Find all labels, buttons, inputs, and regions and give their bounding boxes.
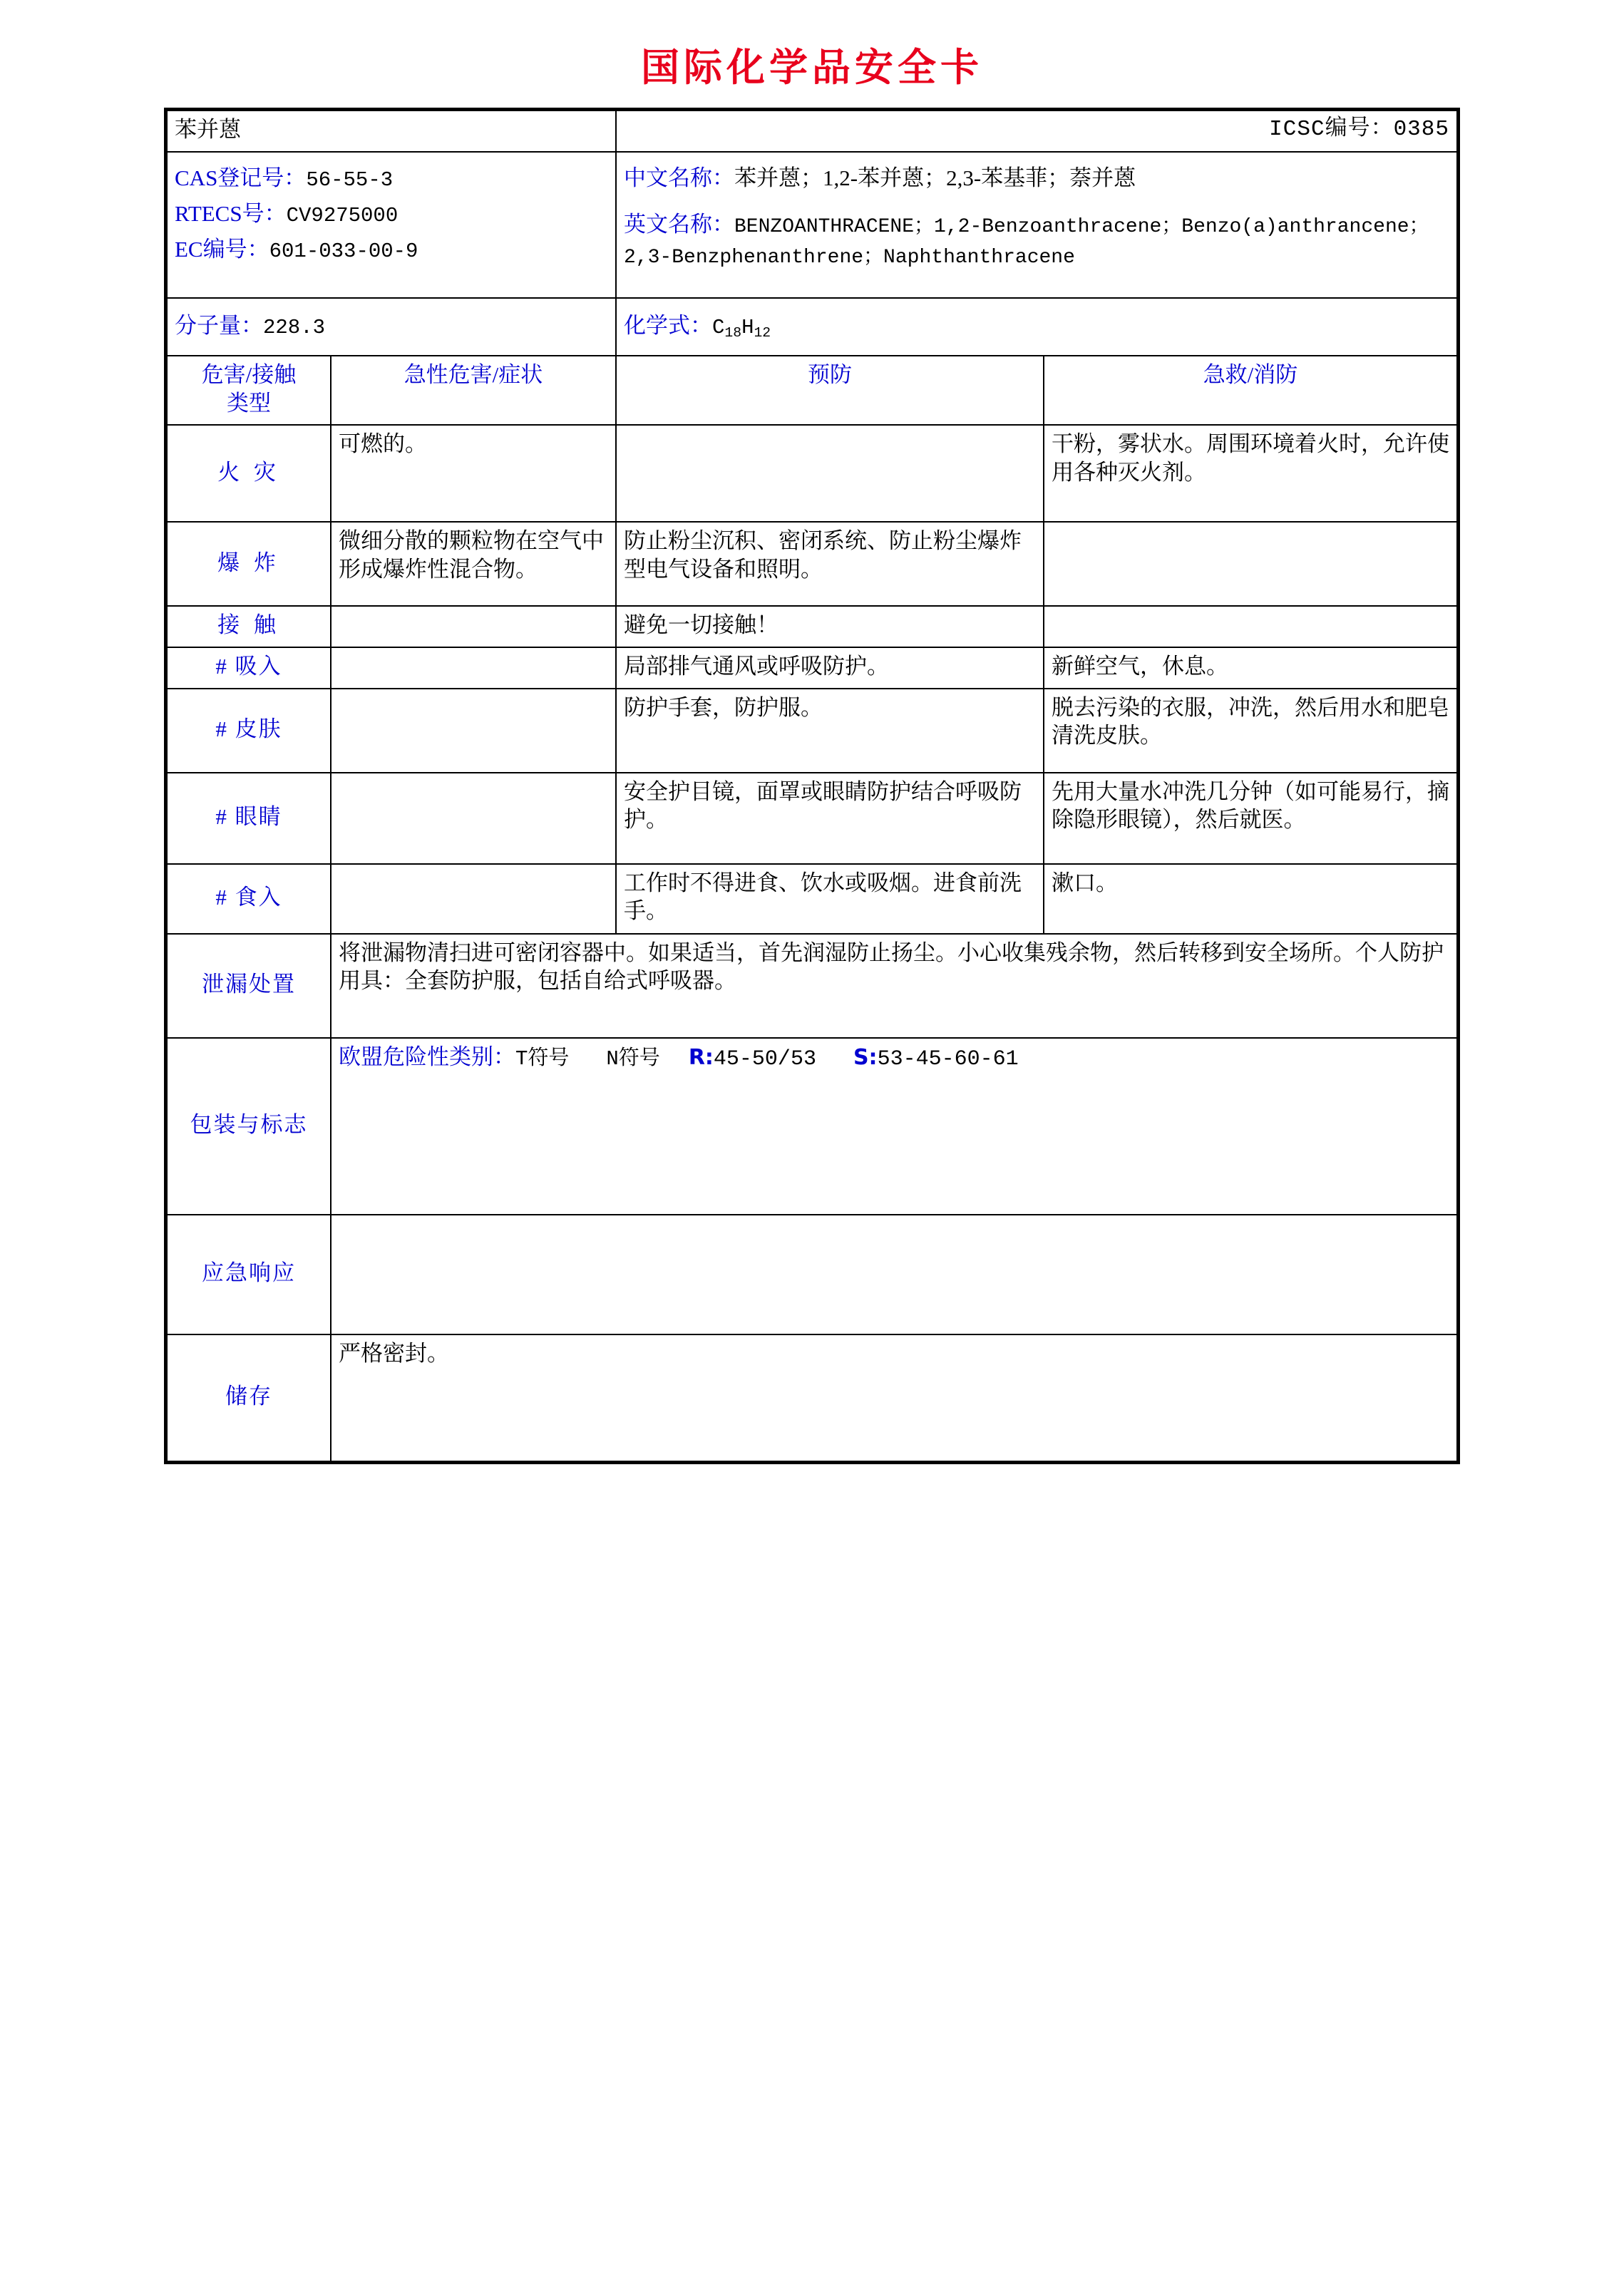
molecular-weight-value: 228.3	[263, 315, 326, 339]
chemical-formula-label: 化学式：	[624, 312, 712, 338]
molecular-weight-cell	[167, 298, 616, 356]
s-phrases-value: 53-45-60-61	[877, 1046, 1019, 1071]
page-title: 国际化学品安全卡	[641, 45, 983, 90]
table-row-column-headers	[167, 356, 1457, 425]
row-label-emergency: 应急响应	[167, 1215, 331, 1334]
names-block	[616, 152, 1457, 298]
column-header-prevention: 预防	[616, 356, 1044, 425]
row-label-explosion: 爆 炸	[167, 522, 331, 606]
exposure-firstaid	[1044, 606, 1457, 647]
table-row-header-name	[167, 110, 1457, 152]
fire-firstaid: 干粉，雾状水。周围环境着火时，允许使用各种灭火剂。	[1044, 425, 1457, 522]
cas-label: CAS登记号：	[175, 165, 307, 190]
eyes-prevention: 安全护目镜，面罩或眼睛防护结合呼吸防护。	[616, 773, 1044, 864]
table-row-ingestion	[167, 864, 1457, 934]
table-row-packaging	[167, 1038, 1457, 1215]
s-phrases-label: S:	[853, 1044, 878, 1070]
substance-name: 苯并蒽	[167, 110, 616, 152]
skin-symptoms	[331, 689, 616, 773]
english-name-label: 英文名称：	[624, 212, 734, 237]
table-row-molecular	[167, 298, 1457, 356]
explosion-prevention: 防止粉尘沉积、密闭系统、防止粉尘爆炸型电气设备和照明。	[616, 522, 1044, 606]
fire-symptoms: 可燃的。	[331, 425, 616, 522]
spill-text: 将泄漏物清扫进可密闭容器中。如果适当，首先润湿防止扬尘。小心收集残余物，然后转移到安全场所。个人防护用具：全套防护服，包括自给式呼吸器。	[331, 934, 1457, 1038]
r-phrases-label: R:	[688, 1044, 714, 1070]
eu-symbol-t: T符号	[515, 1046, 570, 1071]
chinese-name-group	[624, 164, 1449, 192]
cas-row	[175, 164, 608, 193]
eyes-firstaid: 先用大量水冲洗几分钟（如可能易行，摘除隐形眼镜），然后就医。	[1044, 773, 1457, 864]
eu-symbol-n: N符号	[606, 1046, 660, 1071]
table-row-eyes	[167, 773, 1457, 864]
emergency-text	[331, 1215, 1457, 1334]
rtecs-value: CV9275000	[286, 203, 399, 227]
icsc-number-label: ICSC编号：	[1269, 117, 1394, 142]
inhalation-symptoms	[331, 647, 616, 689]
row-label-fire: 火 灾	[167, 425, 331, 522]
eu-classification-line	[339, 1043, 1449, 1073]
row-label-eyes: # 眼睛	[167, 773, 331, 864]
column-header-firstaid: 急救/消防	[1044, 356, 1457, 425]
row-label-exposure: 接 触	[167, 606, 331, 647]
identifier-block	[167, 152, 616, 298]
r-phrases-value: 45-50/53	[713, 1046, 816, 1071]
row-label-inhalation: # 吸入	[167, 647, 331, 689]
row-label-skin: # 皮肤	[167, 689, 331, 773]
icsc-number-value: 0385	[1393, 117, 1449, 142]
row-label-ingestion: # 食入	[167, 864, 331, 934]
rtecs-row	[175, 200, 608, 229]
english-name-value: BENZOANTHRACENE；1,2-Benzoanthracene；Benzo(a)anthrancene；2,3-Benzphenanthrene；Naphthanthracene	[624, 216, 1429, 269]
storage-text: 严格密封。	[331, 1334, 1457, 1461]
chemical-formula-cell	[616, 298, 1457, 356]
chinese-name-label: 中文名称：	[624, 165, 734, 190]
fire-prevention	[616, 425, 1044, 522]
exposure-symptoms	[331, 606, 616, 647]
safety-card-table	[166, 110, 1458, 1462]
table-row-skin	[167, 689, 1457, 773]
table-row-fire	[167, 425, 1457, 522]
molecular-weight-label: 分子量：	[175, 312, 263, 338]
skin-prevention: 防护手套，防护服。	[616, 689, 1044, 773]
ec-value: 601-033-00-9	[269, 239, 418, 263]
ingestion-symptoms	[331, 864, 616, 934]
table-row-inhalation	[167, 647, 1457, 689]
row-label-spill: 泄漏处置	[167, 934, 331, 1038]
rtecs-label: RTECS号：	[175, 200, 287, 226]
explosion-symptoms: 微细分散的颗粒物在空气中形成爆炸性混合物。	[331, 522, 616, 606]
column-header-hazard-type: 危害/接触 类型	[167, 356, 331, 425]
chinese-name-value: 苯并蒽；1,2-苯并蒽；2,3-苯基菲；萘并蒽	[734, 165, 1136, 190]
row-label-packaging: 包装与标志	[167, 1038, 331, 1215]
column-header-symptoms: 急性危害/症状	[331, 356, 616, 425]
skin-firstaid: 脱去污染的衣服，冲洗，然后用水和肥皂清洗皮肤。	[1044, 689, 1457, 773]
exposure-prevention: 避免一切接触！	[616, 606, 1044, 647]
ec-label: EC编号：	[175, 236, 269, 262]
english-name-group	[624, 210, 1449, 272]
chemical-formula-value: $C_{18}H_{12}$	[712, 315, 771, 341]
inhalation-firstaid: 新鲜空气，休息。	[1044, 647, 1457, 689]
table-row-explosion	[167, 522, 1457, 606]
eu-classification-label: 欧盟危险性类别：	[339, 1044, 515, 1069]
inhalation-prevention: 局部排气通风或呼吸防护。	[616, 647, 1044, 689]
safety-card-container	[164, 108, 1460, 1464]
table-row-spill	[167, 934, 1457, 1038]
table-row-identifiers	[167, 152, 1457, 298]
ingestion-prevention: 工作时不得进食、饮水或吸烟。进食前洗手。	[616, 864, 1044, 934]
table-row-storage	[167, 1334, 1457, 1461]
ingestion-firstaid: 漱口。	[1044, 864, 1457, 934]
icsc-number-cell	[616, 110, 1457, 152]
cas-value: 56-55-3	[306, 168, 394, 192]
ec-row	[175, 235, 608, 264]
packaging-content	[331, 1038, 1457, 1215]
table-row-exposure	[167, 606, 1457, 647]
table-row-emergency	[167, 1215, 1457, 1334]
row-label-storage: 储存	[167, 1334, 331, 1461]
eyes-symptoms	[331, 773, 616, 864]
explosion-firstaid	[1044, 522, 1457, 606]
